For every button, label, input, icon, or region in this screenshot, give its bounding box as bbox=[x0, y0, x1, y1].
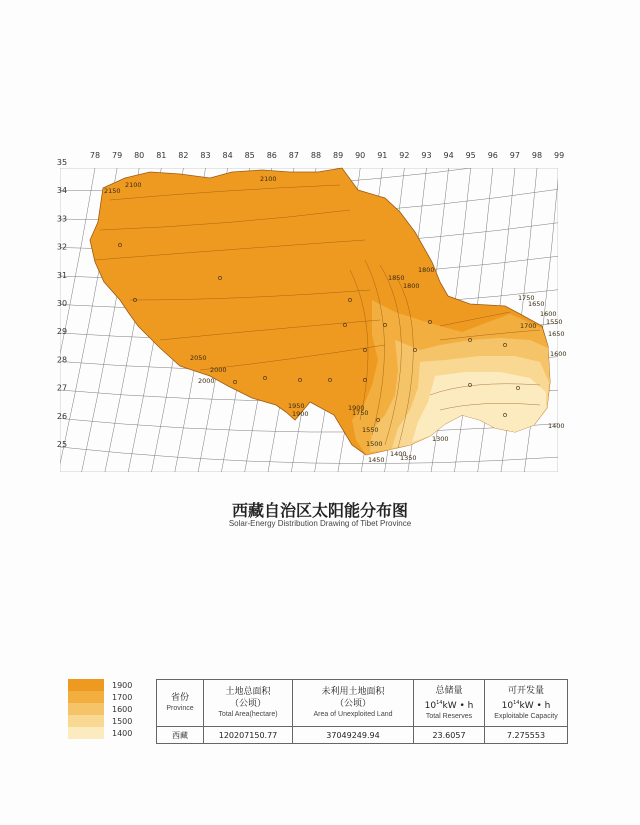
longitude-label: 84 bbox=[222, 151, 233, 160]
header-unexploited-land bbox=[293, 680, 414, 727]
longitude-label: 92 bbox=[399, 151, 410, 160]
latitude-label: 32 bbox=[56, 242, 68, 252]
longitude-label: 95 bbox=[465, 151, 476, 160]
longitude-label: 96 bbox=[487, 151, 498, 160]
contour-label: 1650 bbox=[548, 330, 565, 338]
cell-total-area: 120207150.77 bbox=[204, 727, 293, 744]
latitude-label: 29 bbox=[56, 327, 68, 337]
longitude-label: 93 bbox=[421, 151, 432, 160]
cell-province: 西藏 bbox=[157, 727, 204, 744]
longitude-label: 94 bbox=[443, 151, 454, 160]
longitude-label: 91 bbox=[377, 151, 388, 160]
header-en: Total Area(hectare) bbox=[218, 711, 278, 718]
legend-label: 1700 bbox=[112, 692, 133, 702]
contour-label: 2150 bbox=[104, 187, 121, 195]
header-en: Total Reserves bbox=[425, 712, 473, 720]
header-en: Exploitable Capacity bbox=[494, 712, 558, 720]
contour-label: 1800 bbox=[403, 282, 420, 290]
contour-label: 1950 bbox=[288, 402, 305, 410]
contour-label: 1850 bbox=[388, 274, 405, 282]
contour-label: 1800 bbox=[418, 266, 435, 274]
contour-label: 2050 bbox=[190, 354, 207, 362]
legend bbox=[68, 679, 158, 739]
contour-label: 1300 bbox=[432, 435, 449, 443]
table-row bbox=[157, 727, 568, 744]
legend-item bbox=[68, 703, 158, 715]
contour-label: 1750 bbox=[518, 294, 535, 302]
table-header-row bbox=[157, 680, 568, 727]
header-province bbox=[157, 680, 204, 727]
longitude-label: 87 bbox=[288, 151, 299, 160]
contour-label: 2000 bbox=[210, 366, 227, 374]
header-exploitable-capacity bbox=[485, 680, 568, 727]
cell-unexploited-land: 37049249.94 bbox=[293, 727, 414, 744]
legend-swatch bbox=[68, 715, 104, 727]
contour-label: 1400 bbox=[548, 422, 565, 430]
legend-swatch bbox=[68, 727, 104, 739]
latitude-label: 35 bbox=[56, 158, 68, 167]
latitude-label: 25 bbox=[56, 440, 68, 449]
map-title-chinese: 西藏自治区太阳能分布图 bbox=[231, 501, 408, 520]
contour-label: 1900 bbox=[292, 410, 309, 418]
longitude-label: 78 bbox=[89, 151, 101, 160]
latitude-label: 33 bbox=[56, 214, 68, 224]
contour-label: 1350 bbox=[400, 454, 417, 462]
longitude-label: 90 bbox=[355, 151, 366, 160]
legend-item bbox=[68, 691, 158, 703]
parallel-line bbox=[60, 447, 560, 464]
latitude-label: 30 bbox=[56, 299, 68, 308]
longitude-label: 99 bbox=[554, 151, 565, 160]
header-total-reserves bbox=[414, 680, 485, 727]
latitude-label: 27 bbox=[56, 383, 68, 393]
contour-label: 1550 bbox=[362, 426, 379, 434]
map-title-english: Solar-Energy Distribution Drawing of Tibet Province bbox=[228, 519, 412, 528]
latitude-label: 28 bbox=[56, 355, 68, 365]
contour-label: 1500 bbox=[366, 440, 383, 448]
header-zh-unit: （公顷） bbox=[229, 699, 266, 709]
header-en: Area of Unexploited Land bbox=[313, 711, 393, 718]
latitude-label: 34 bbox=[56, 186, 68, 196]
header-zh: 未利用土地面积 bbox=[321, 687, 385, 697]
contour-label: 1900 bbox=[348, 404, 365, 412]
longitude-label: 86 bbox=[266, 151, 277, 160]
legend-swatch bbox=[68, 679, 104, 691]
header-unit: $10^{14}kW$ • h bbox=[424, 699, 474, 711]
contour-label: 1750 bbox=[352, 409, 369, 417]
legend-item bbox=[68, 727, 158, 739]
contour-label: 2100 bbox=[260, 175, 277, 183]
contour-label: 1550 bbox=[546, 318, 563, 326]
legend-label: 1600 bbox=[112, 704, 133, 714]
contour-label: 1450 bbox=[368, 456, 385, 464]
legend-label: 1500 bbox=[112, 716, 133, 726]
contour-label: 1650 bbox=[528, 300, 545, 308]
contour-label: 2000 bbox=[198, 377, 215, 385]
header-zh: 总储量 bbox=[435, 685, 463, 696]
header-zh-unit: （公顷） bbox=[334, 699, 371, 709]
latitude-label: 31 bbox=[56, 270, 68, 280]
header-en: Province bbox=[166, 705, 194, 712]
cell-total-reserves: 23.6057 bbox=[414, 727, 485, 744]
longitude-label: 81 bbox=[156, 151, 167, 160]
legend-swatch bbox=[68, 703, 104, 715]
solar-data-table bbox=[156, 679, 568, 744]
longitude-label: 98 bbox=[531, 151, 543, 160]
longitude-label: 83 bbox=[200, 151, 211, 160]
legend-label: 1900 bbox=[112, 680, 133, 690]
contour-label: 1600 bbox=[540, 310, 557, 318]
header-zh: 可开发量 bbox=[507, 685, 544, 696]
legend-swatch bbox=[68, 691, 104, 703]
cell-exploitable-capacity: 7.275553 bbox=[485, 727, 568, 744]
contour-label: 2100 bbox=[125, 181, 142, 189]
contour-label: 1700 bbox=[520, 322, 537, 330]
legend-item bbox=[68, 679, 158, 691]
legend-label: 1400 bbox=[112, 728, 133, 738]
legend-item bbox=[68, 715, 158, 727]
latitude-label: 26 bbox=[56, 411, 68, 421]
longitude-label: 85 bbox=[244, 151, 255, 160]
longitude-label: 80 bbox=[134, 151, 145, 160]
longitude-label: 79 bbox=[112, 151, 123, 160]
header-total-area bbox=[204, 680, 293, 727]
contour-label: 1600 bbox=[550, 350, 567, 358]
longitude-label: 89 bbox=[333, 151, 344, 160]
longitude-label: 88 bbox=[310, 151, 322, 160]
longitude-label: 82 bbox=[178, 151, 189, 160]
header-zh: 省份 bbox=[170, 693, 189, 703]
longitude-label: 97 bbox=[509, 151, 520, 160]
header-zh: 土地总面积 bbox=[225, 687, 271, 697]
contour-label: 1400 bbox=[390, 450, 407, 458]
header-unit: $10^{14}kW$ • h bbox=[501, 699, 551, 711]
